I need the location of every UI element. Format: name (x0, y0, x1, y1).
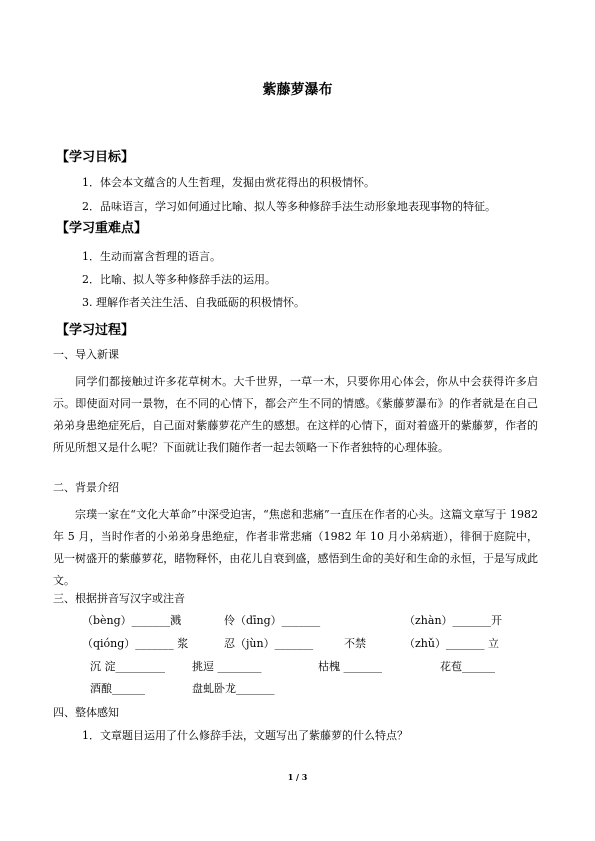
pinyin-field[interactable]: （zhàn）_______开 (404, 614, 503, 627)
background-paragraph (53, 504, 538, 592)
background-text: 宗璞一家在“文化大革命”中深受迫害，“焦虑和悲痛”一直压在作者的心头。这篇文章写于 1982 年 5 月，当时作者的小弟弟身患绝症，作者非常悲痛（1982 年 10 月小弟病逝），徘徊于庭院中，见一树盛开的紫藤萝花，睹物释怀，由花儿自衰到盛，感悟到生命的美好和生命的永恒，于是写成此文。 (53, 508, 538, 587)
background-heading: 二、背景介绍 (53, 481, 119, 494)
overall-question-1: 1．文章题目运用了什么修辞手法，文题写出了紫藤萝的什么特点？ (82, 729, 408, 742)
pinyin-field[interactable]: 挑逗 ________ (192, 660, 262, 673)
pinyin-field[interactable]: 伶（dīng）_______ (224, 614, 321, 627)
intro-paragraph (53, 371, 538, 459)
pinyin-field[interactable]: 盘虬卧龙_______ (192, 682, 275, 695)
pinyin-field[interactable]: 枯槐 _______ (318, 660, 382, 673)
pinyin-heading: 三、根据拼音写汉字或注音 (53, 592, 185, 605)
pinyin-field[interactable]: 沉 淀_________ (90, 660, 165, 673)
pinyin-field[interactable]: 酒酿______ (90, 682, 145, 695)
pinyin-field[interactable]: （bèng）_______溅 (82, 614, 182, 627)
pinyin-field[interactable]: 忍（jùn）_______ (224, 637, 314, 650)
pinyin-field[interactable]: 花苞______ (440, 660, 495, 673)
section-heading-key-points: 【学习重难点】 (56, 221, 148, 236)
intro-heading: 一、导入新课 (53, 348, 119, 361)
key-point-item-2: 2．比喻、拟人等多种修辞手法的运用。 (82, 273, 276, 286)
section-heading-process: 【学习过程】 (56, 323, 135, 338)
pinyin-field[interactable]: （zhǔ）_______ 立 (404, 637, 499, 650)
page-number: 1 / 3 (287, 772, 308, 782)
page-title: 紫藤萝瀑布 (262, 82, 333, 98)
goal-item-1: 1．体会本文蕴含的人生哲理，发掘由赏花得出的积极情怀。 (82, 176, 375, 189)
overall-heading: 四、整体感知 (53, 706, 119, 719)
pinyin-static-word: 不禁 (344, 637, 366, 650)
goal-item-2: 2．品味语言，学习如何通过比喻、拟人等多种修辞手法生动形象地表现事物的特征。 (82, 200, 496, 213)
intro-text: 同学们都接触过许多花草树木。大千世界，一草一木，只要你用心体会，你从中会获得许多启示。即使面对同一景物，在不同的心情下，都会产生不同的情感。《紫藤萝瀑布》的作者就是在自己弟弟身患绝症死后，自己面对紫藤萝花产生的感想。在这样的心情下，面对着盛开的紫藤萝，作者的所见所想又是什么呢？下面就让我们随作者一起去领略一下作者独特的心理体验。 (53, 375, 538, 454)
key-point-item-3: 3. 理解作者关注生活、自我砥砺的积极情怀。 (82, 296, 305, 309)
key-point-item-1: 1．生动而富含哲理的语言。 (82, 250, 221, 263)
pinyin-field[interactable]: （qióng）_______ 浆 (82, 637, 189, 650)
section-heading-goals: 【学习目标】 (56, 150, 135, 165)
